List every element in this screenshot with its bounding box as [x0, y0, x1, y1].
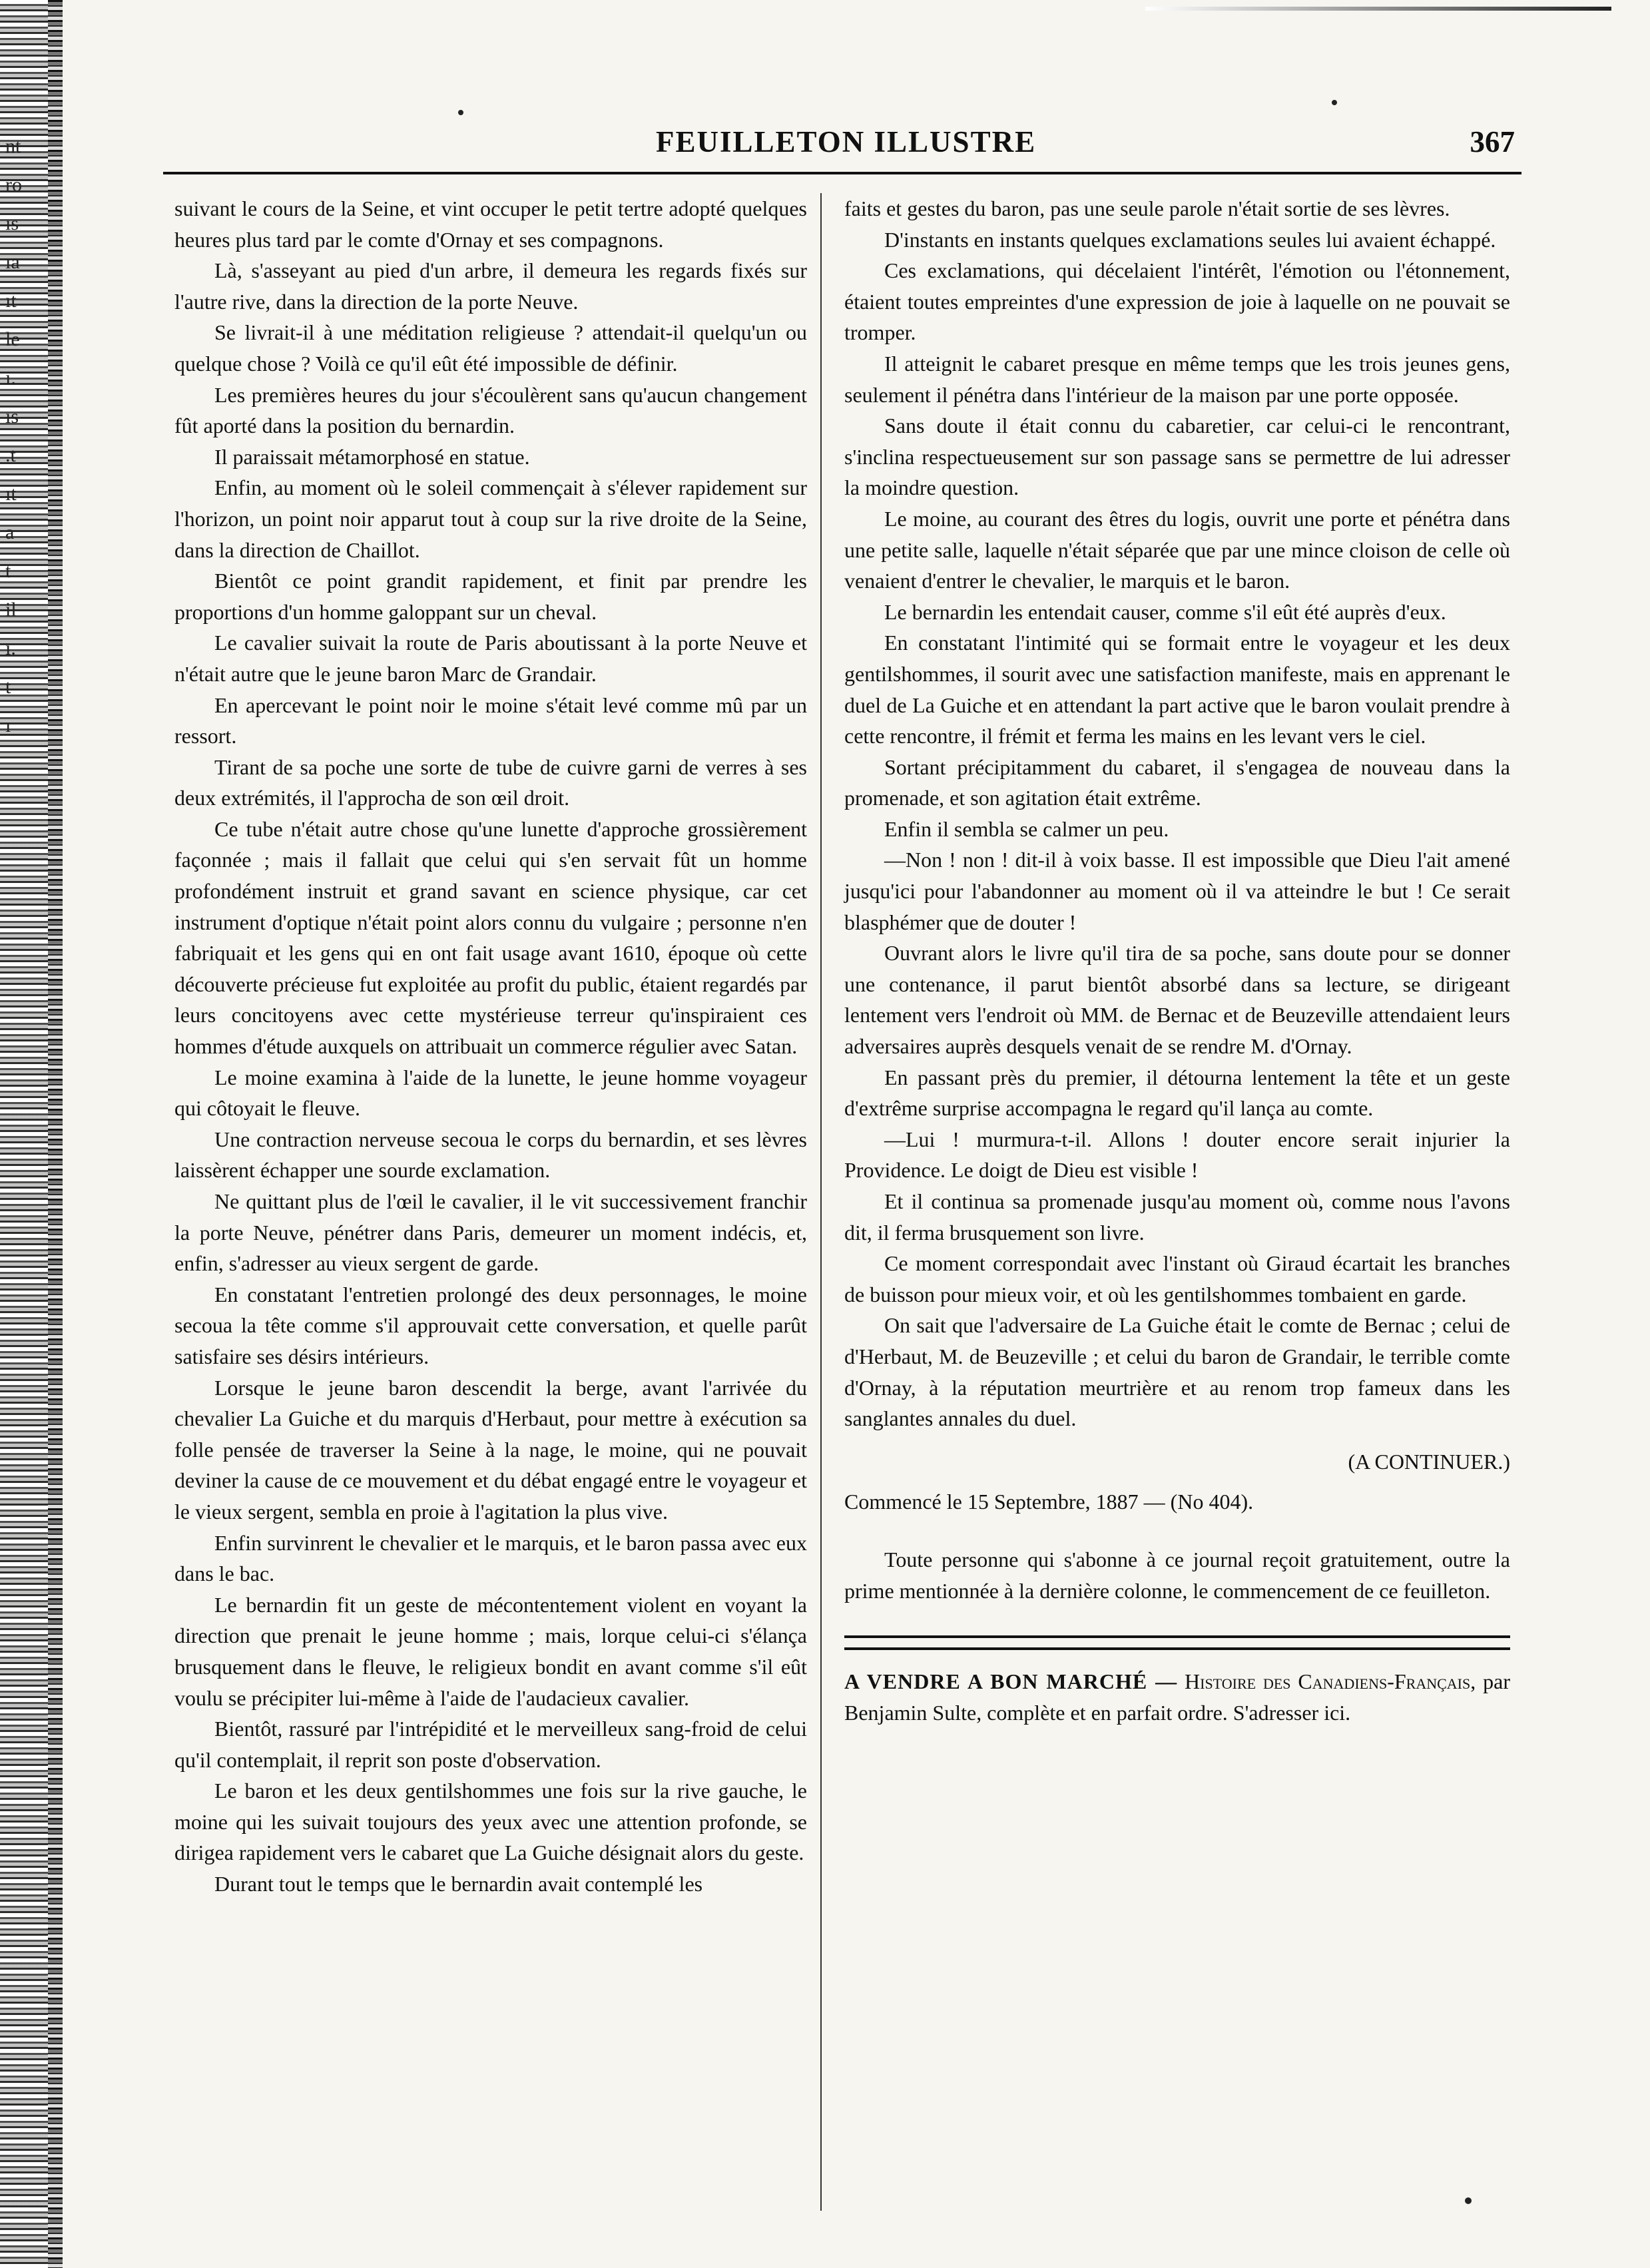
paragraph: Là, s'asseyant au pied d'un arbre, il demeura les regards fixés sur l'autre rive, dans la direction de la porte Neuve. [174, 258, 807, 314]
margin-fragment: nt [5, 135, 21, 157]
paragraph: Enfin, au moment où le soleil commençait à s'élever rapidement sur l'horizon, un point noir apparut tout à coup sur la rive droite de la Seine, dans la direction de Chaillot. [174, 475, 807, 562]
paragraph: Et il continua sa promenade jusqu'au moment où, comme nous l'avons dit, il ferma brusquement son livre. [844, 1189, 1510, 1245]
paragraph: Le bernardin fit un geste de mécontentement violent en voyant la direction que prenait le jeune homme ; mais, lorque celui-ci s'élança brusquement dans le fleuve, le religieux bondit en avant comme s'il eût voulu se précipiter lui-même à l'aide de l'audacieux cavalier. [174, 1592, 807, 1710]
paragraph: Il atteignit le cabaret presque en même temps que les trois jeunes gens, seulement il pénétra dans l'intérieur de la maison par une porte opposée. [844, 351, 1510, 407]
paragraph: En constatant l'intimité qui se formait entre le voyageur et les deux gentilshommes, il sourit avec une satisfaction manifeste, mais en apprenant le duel de La Guiche et en attendant la part active que le baron voulait prendre à cette rencontre, il frémit et ferma les mains en les levant vers le ciel. [844, 631, 1510, 748]
paragraph: Il paraissait métamorphosé en statue. [214, 444, 530, 469]
binding-shadow [48, 0, 63, 2268]
left-column [174, 193, 807, 1900]
margin-fragment: .t [5, 444, 16, 466]
margin-fragment: le [5, 328, 20, 350]
ad-body: par Benjamin Sulte, complète et en parfait ordre. S'adresser ici. [844, 1669, 1510, 1725]
paragraph: Sortant précipitamment du cabaret, il s'engagea de nouveau dans la promenade, et son agitation était extrême. [844, 754, 1510, 810]
paragraph: Ces exclamations, qui décelaient l'intérêt, l'émotion ou l'étonnement, étaient toutes empreintes d'une expression de joie à laquelle on ne pouvait se tromper. [844, 258, 1510, 345]
paragraph: Enfin il sembla se calmer un peu. [884, 816, 1169, 841]
paragraph: Le baron et les deux gentilshommes une fois sur la rive gauche, le moine qui les suivait toujours des yeux avec une attention profonde, se dirigea rapidement vers le cabaret que La Guiche désignait alors du geste. [174, 1779, 807, 1865]
paragraph: En apercevant le point noir le moine s'était levé comme mû par un ressort. [174, 693, 807, 748]
margin-fragment: ıs [5, 212, 19, 234]
paragraph: Se livrait-il à une méditation religieuse ? attendait-il quelqu'un ou quelque chose ? Voilà ce qu'il eût été impossible de définir. [174, 320, 807, 376]
paragraph: Durant tout le temps que le bernardin avait contemplé les [214, 1872, 703, 1896]
paragraph: Tirant de sa poche une sorte de tube de cuivre garni de verres à ses deux extrémités, il l'approcha de son œil droit. [174, 754, 807, 810]
paragraph: Lorsque le jeune baron descendit la berge, avant l'arrivée du chevalier La Guiche et du marquis d'Herbaut, pour mettre à exécution sa folle pensée de traverser la Seine à la nage, le moine, qui ne pouvait deviner la cause de ce mouvement et du débat engagé entre le voyageur et le vieux sergent, sembla en proie à l'agitation la plus vive. [174, 1375, 807, 1524]
margin-fragment: ro [5, 174, 22, 196]
paragraph: suivant le cours de la Seine, et vint occuper le petit tertre adopté quelques heures plus tard par le comte d'Ornay et ses compagnons. [174, 196, 807, 252]
paragraph: Bientôt ce point grandit rapidement, et finit par prendre les proportions d'un homme galoppant sur un cheval. [174, 569, 807, 624]
margin-fragment: il [5, 599, 17, 621]
paragraph: Une contraction nerveuse secoua le corps du bernardin, et ses lèvres laissèrent échapper une sourde exclamation. [174, 1127, 807, 1183]
paragraph: Ce moment correspondait avec l'instant où Giraud écartait les branches de buisson pour mieux voir, et où les gentilshommes tombaient en garde. [844, 1251, 1510, 1306]
ink-speck [458, 110, 463, 115]
paragraph: —Non ! non ! dit-il à voix basse. Il est impossible que Dieu l'ait amené jusqu'ici pour l'abandonner au moment où il va atteindre le but ! Ce serait blasphémer que de douter ! [844, 848, 1510, 934]
subscription-notice: Toute personne qui s'abonne à ce journal reçoit gratuitement, outre la prime mentionnée à la dernière colonne, le commencement de ce feuilleton. [844, 1547, 1510, 1603]
page-number: 367 [1470, 125, 1515, 158]
paragraph: Le moine examina à l'aide de la lunette, le jeune homme voyageur qui côtoyait le fleuve. [174, 1065, 807, 1121]
paragraph: Ce tube n'était autre chose qu'une lunette d'approche grossièrement façonnée ; mais il fallait que celui qui s'en servait fût un homme profondément instruit et grand savant en science physique, car cet instrument d'optique n'était point alors connu du vulgaire ; personne n'en fabriquait et les gens qui en ont fait usage avant 1610, époque où cette découverte précieuse fut exploitée au profit du public, étaient regardés par leurs concitoyens avec cette mystérieuse terreur qu'inspiraient ces hommes d'étude auxquels on attribuait un commerce régulier avec Satan. [174, 816, 807, 1059]
margin-fragment: t [5, 676, 11, 698]
ink-speck [1465, 2197, 1472, 2204]
column-divider [820, 193, 822, 2211]
paragraph: Ne quittant plus de l'œil le cavalier, il le vit successivement franchir la porte Neuve, pénétrer dans Paris, demeurer un moment indécis, et, enfin, s'adresser au vieux sergent de garde. [174, 1189, 807, 1276]
paragraph: Le cavalier suivait la route de Paris aboutissant à la porte Neuve et n'était autre que le jeune baron Marc de Grandair. [174, 631, 807, 686]
ad-title: Histoire des Canadiens-Français, [1185, 1669, 1476, 1694]
margin-fragment: ı [5, 714, 11, 736]
advertisement [844, 1666, 1510, 1728]
paragraph: Ouvrant alors le livre qu'il tira de sa poche, sans doute pour se donner une contenance, il parut bientôt absorbé dans sa lecture, se dirigeant lentement vers l'endroit où MM. de Bernac et de Beuzeville attendaient leurs adversaires auprès desquels venait de se rendre M. d'Ornay. [844, 941, 1510, 1059]
margin-fragment: ıs [5, 406, 19, 427]
paragraph: Le bernardin les entendait causer, comme s'il eût été auprès d'eux. [884, 599, 1446, 624]
paragraph: —Lui ! murmura-t-il. Allons ! douter encore serait injurier la Providence. Le doigt de Dieu est visible ! [844, 1127, 1510, 1183]
paragraph: Bientôt, rassuré par l'intrépidité et le merveilleux sang-froid de celui qu'il contemplait, il reprit son poste d'observation. [174, 1717, 807, 1772]
paragraph: faits et gestes du baron, pas une seule parole n'était sortie de ses lèvres. [844, 196, 1450, 220]
started-note: Commencé le 15 Septembre, 1887 — (No 404). [844, 1490, 1254, 1514]
paragraph: D'instants en instants quelques exclamations seules lui avaient échappé. [884, 227, 1496, 252]
margin-fragment: ıt [5, 290, 17, 312]
paragraph: En constatant l'entretien prolongé des deux personnages, le moine secoua la tête comme s'il approuvait cette conversation, et quelle parût satisfaire ses désirs intérieurs. [174, 1282, 807, 1368]
top-edge-shadow [1145, 7, 1611, 11]
header-rule [163, 172, 1521, 174]
ad-headline: A VENDRE A BON MARCHÉ — [844, 1669, 1178, 1694]
margin-fragment: ıa [5, 251, 20, 273]
paragraph: On sait que l'adversaire de La Guiche était le comte de Bernac ; celui de d'Herbaut, M. de Beuzeville ; et celui du baron de Grandair, le terrible comte d'Ornay, à la réputation meurtrière et au renom trop fameux dans les sanglantes annales du duel. [844, 1313, 1510, 1431]
margin-fragment: t [5, 560, 11, 582]
paragraph: Sans doute il était connu du cabaretier, car celui-ci le rencontrant, s'inclina respectueusement sur son passage sans se permettre de lui adresser la moindre question. [844, 414, 1510, 500]
page-header [163, 123, 1515, 163]
to-be-continued: (A CONTINUER.) [1348, 1449, 1510, 1474]
paragraph: Enfin survinrent le chevalier et le marquis, et le baron passa avec eux dans le bac. [174, 1530, 807, 1586]
section-double-rule [844, 1635, 1510, 1650]
margin-fragment: ı. [5, 637, 16, 659]
paragraph: En passant près du premier, il détourna lentement la tête et un geste d'extrême surprise accompagna le regard qu'il lança au comte. [844, 1065, 1510, 1121]
right-column-body [844, 193, 1510, 1434]
previous-page-margin-fragments [0, 133, 47, 751]
paragraph: Les premières heures du jour s'écoulèrent sans qu'aucun changement fût aporté dans la position du bernardin. [174, 382, 807, 438]
paragraph: Le moine, au courant des êtres du logis, ouvrit une porte et pénétra dans une petite salle, laquelle n'était séparée que par une mince cloison de celle où venaient d'entrer le chevalier, le marquis et le baron. [844, 506, 1510, 593]
right-column [844, 193, 1510, 1728]
margin-fragment: ıt [5, 483, 17, 505]
running-title: FEUILLETON ILLUSTRE [656, 125, 1037, 158]
ink-speck [1332, 100, 1337, 105]
margin-fragment: ı. [5, 367, 16, 389]
margin-fragment: a [5, 521, 15, 543]
